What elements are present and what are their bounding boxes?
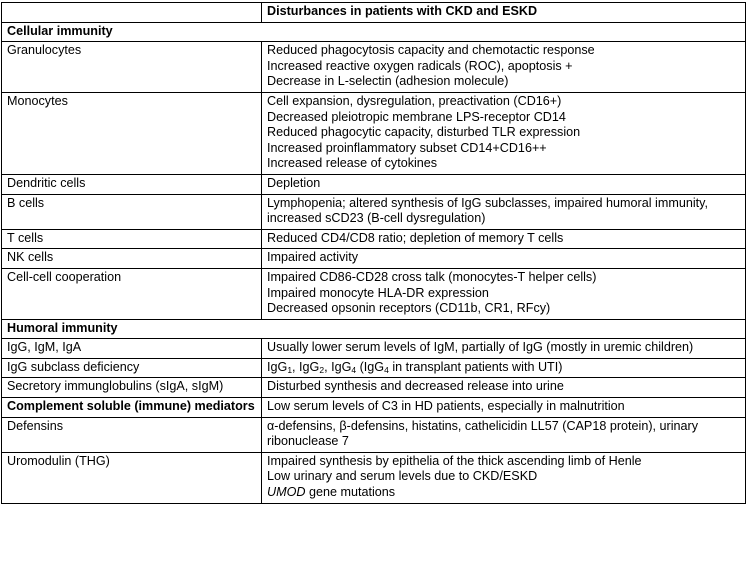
row-label: Uromodulin (THG) (2, 452, 262, 503)
description-line: Low urinary and serum levels due to CKD/ESKD (267, 469, 538, 484)
description-line: Cell expansion, dysregulation, preactivation (CD16+) (267, 93, 562, 108)
description-line: Reduced phagocytic capacity, disturbed TLR expression (267, 125, 581, 140)
section-row-humoral (2, 319, 746, 339)
row-description: Low serum levels of C3 in HD patients, especially in malnutrition (262, 398, 746, 418)
row-description (262, 358, 746, 378)
header-row (2, 3, 746, 23)
row-description (262, 417, 746, 452)
row-label: T cells (2, 229, 262, 249)
row-label: IgG subclass deficiency (2, 358, 262, 378)
row-label: Granulocytes (2, 42, 262, 93)
description-line: Reduced phagocytosis capacity and chemotactic response (267, 43, 595, 58)
row-label: Dendritic cells (2, 174, 262, 194)
text-part: in transplant patients with UTI) (388, 359, 563, 374)
subscript: 2 (319, 364, 325, 375)
row-label: B cells (2, 194, 262, 229)
table-row-b-cells (2, 194, 746, 229)
description-line: Impaired CD86-CD28 cross talk (monocytes-T helper cells) (267, 269, 597, 284)
description-line: Increased release of cytokines (267, 156, 438, 171)
text-part: (IgG (356, 359, 385, 374)
row-label: NK cells (2, 249, 262, 269)
section-row-cellular (2, 22, 746, 42)
table-row-t-cells (2, 229, 746, 249)
description-line: Decrease in L-selectin (adhesion molecule) (267, 74, 509, 89)
row-label: IgG, IgM, IgA (2, 339, 262, 359)
row-label: Defensins (2, 417, 262, 452)
subscript: 4 (384, 364, 389, 375)
row-description (262, 92, 746, 174)
section-title-humoral: Humoral immunity (2, 319, 746, 339)
row-description: Impaired activity (262, 249, 746, 269)
table-row-monocytes (2, 92, 746, 174)
text-part: IgG (267, 359, 288, 374)
description-line: Decreased opsonin receptors (CD11b, CR1, RFcy) (267, 301, 551, 316)
description-line: Increased proinflammatory subset CD14+CD16++ (267, 140, 547, 155)
subscript: 1 (287, 364, 293, 375)
row-description: Depletion (262, 174, 746, 194)
row-description: Usually lower serum levels of IgM, partially of IgG (mostly in uremic children) (262, 339, 746, 359)
row-description (262, 194, 746, 229)
table-row-defensins (2, 417, 746, 452)
description-line (267, 485, 740, 501)
table-row-nk-cells (2, 249, 746, 269)
row-description: Disturbed synthesis and decreased release into urine (262, 378, 746, 398)
gene-name: UMOD (267, 485, 306, 500)
description-line: Decreased pleiotropic membrane LPS-receptor CD14 (267, 109, 566, 124)
table-row-dendritic-cells (2, 174, 746, 194)
table-row-granulocytes (2, 42, 746, 93)
text-part: gene mutations (305, 485, 396, 500)
text-part: , IgG (292, 359, 320, 374)
table-row-uromodulin (2, 452, 746, 503)
table-row-cell-cell-cooperation (2, 268, 746, 319)
description-line: Impaired synthesis by epithelia of the thick ascending limb of Henle (267, 453, 642, 468)
section-title-cellular: Cellular immunity (2, 22, 746, 42)
row-label: Monocytes (2, 92, 262, 174)
row-description (262, 268, 746, 319)
row-label: Complement soluble (immune) mediators (2, 398, 262, 418)
text-part: , IgG (324, 359, 352, 374)
row-description (262, 42, 746, 93)
table-row-igg-subclass-deficiency (2, 358, 746, 378)
description-line: Increased reactive oxygen radicals (ROC), apoptosis + (267, 58, 573, 73)
table-row-secretory-immunoglobulins (2, 378, 746, 398)
header-cell-empty (2, 3, 262, 23)
description-line: Impaired monocyte HLA-DR expression (267, 285, 489, 300)
immunity-table (1, 2, 746, 504)
table-row-igg-igm-iga (2, 339, 746, 359)
description-text: α-defensins, β-defensins, histatins, cathelicidin LL57 (CAP18 protein), urinary ribonuclease 7 (267, 418, 699, 449)
row-description (262, 452, 746, 503)
description-text: Lymphopenia; altered synthesis of IgG subclasses, impaired humoral immunity, increased sCD23 (B-cell dysregulation) (267, 195, 708, 226)
row-description: Reduced CD4/CD8 ratio; depletion of memory T cells (262, 229, 746, 249)
table-row-complement (2, 398, 746, 418)
header-cell-disturbances: Disturbances in patients with CKD and ESKD (262, 3, 746, 23)
row-label: Secretory immunglobulins (sIgA, sIgM) (2, 378, 262, 398)
subscript: 4 (351, 364, 357, 375)
row-label: Cell-cell cooperation (2, 268, 262, 319)
